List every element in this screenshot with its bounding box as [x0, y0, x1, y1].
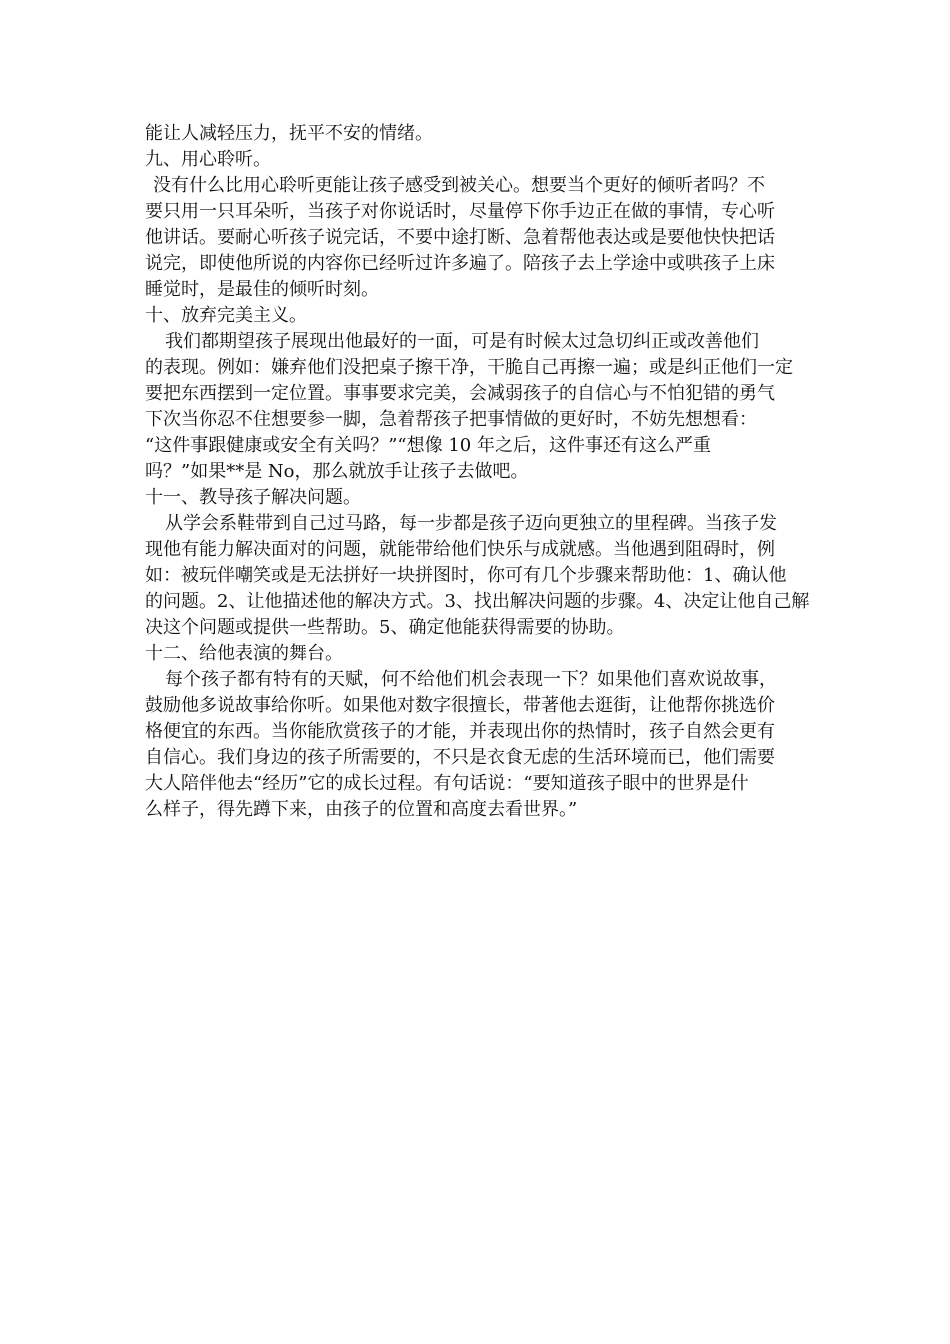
- paragraph-line: 下次当你忍不住想要参一脚，急着帮孩子把事情做的更好时，不妨先想想看：: [145, 409, 757, 430]
- paragraph-line: “这件事跟健康或安全有关吗？”“想像 10 年之后，这件事还有这么严重: [145, 435, 711, 456]
- paragraph-line: 睡觉时，是最佳的倾听时刻。: [145, 279, 379, 300]
- paragraph-line: 能让人减轻压力，抚平不安的情绪。: [145, 123, 433, 144]
- section-heading-ten: 十、放弃完美主义。: [145, 305, 307, 326]
- paragraph-line: 么样子，得先蹲下来，由孩子的位置和高度去看世界。”: [145, 799, 578, 820]
- paragraph-line: 每个孩子都有特有的天赋，何不给他们机会表现一下？如果他们喜欢说故事，: [165, 669, 777, 690]
- paragraph-line: 我们都期望孩子展现出他最好的一面，可是有时候太过急切纠正或改善他们: [165, 331, 759, 352]
- paragraph-line: 吗？”如果**是 No，那么就放手让孩子去做吧。: [145, 461, 529, 482]
- paragraph-line: 现他有能力解决面对的问题，就能带给他们快乐与成就感。当他遇到阻碍时，例: [145, 539, 775, 560]
- paragraph-line: 自信心。我们身边的孩子所需要的，不只是衣食无虑的生活环境而已，他们需要: [145, 747, 775, 768]
- section-heading-eleven: 十一、教导孩子解决问题。: [145, 487, 361, 508]
- paragraph-line: 的问题。2、让他描述他的解决方式。3、找出解决问题的步骤。4、决定让他自己解: [145, 591, 810, 612]
- paragraph-line: 没有什么比用心聆听更能让孩子感受到被关心。想要当个更好的倾听者吗？不: [153, 175, 765, 196]
- paragraph-line: 大人陪伴他去“经历”它的成长过程。有句话说：“要知道孩子眼中的世界是什: [145, 773, 749, 794]
- section-heading-nine: 九、用心聆听。: [145, 149, 271, 170]
- paragraph-line: 决这个问题或提供一些帮助。5、确定他能获得需要的协助。: [145, 617, 625, 638]
- paragraph-line: 从学会系鞋带到自己过马路，每一步都是孩子迈向更独立的里程碑。当孩子发: [165, 513, 777, 534]
- paragraph-line: 的表现。例如：嫌弃他们没把桌子擦干净，干脆自己再擦一遍；或是纠正他们一定: [145, 357, 793, 378]
- paragraph-line: 格便宜的东西。当你能欣赏孩子的才能，并表现出你的热情时，孩子自然会更有: [145, 721, 775, 742]
- paragraph-line: 要只用一只耳朵听，当孩子对你说话时，尽量停下你手边正在做的事情，专心听: [145, 201, 775, 222]
- paragraph-line: 他讲话。要耐心听孩子说完话，不要中途打断、急着帮他表达或是要他快快把话: [145, 227, 775, 248]
- section-heading-twelve: 十二、给他表演的舞台。: [145, 643, 343, 664]
- paragraph-line: 说完，即使他所说的内容你已经听过许多遍了。陪孩子去上学途中或哄孩子上床: [145, 253, 775, 274]
- paragraph-line: 要把东西摆到一定位置。事事要求完美，会减弱孩子的自信心与不怕犯错的勇气: [145, 383, 775, 404]
- paragraph-line: 鼓励他多说故事给你听。如果他对数字很擅长，带著他去逛街，让他帮你挑选价: [145, 695, 775, 716]
- paragraph-line: 如：被玩伴嘲笑或是无法拼好一块拼图时，你可有几个步骤来帮助他：1、确认他: [145, 565, 787, 586]
- document-body: [145, 121, 815, 823]
